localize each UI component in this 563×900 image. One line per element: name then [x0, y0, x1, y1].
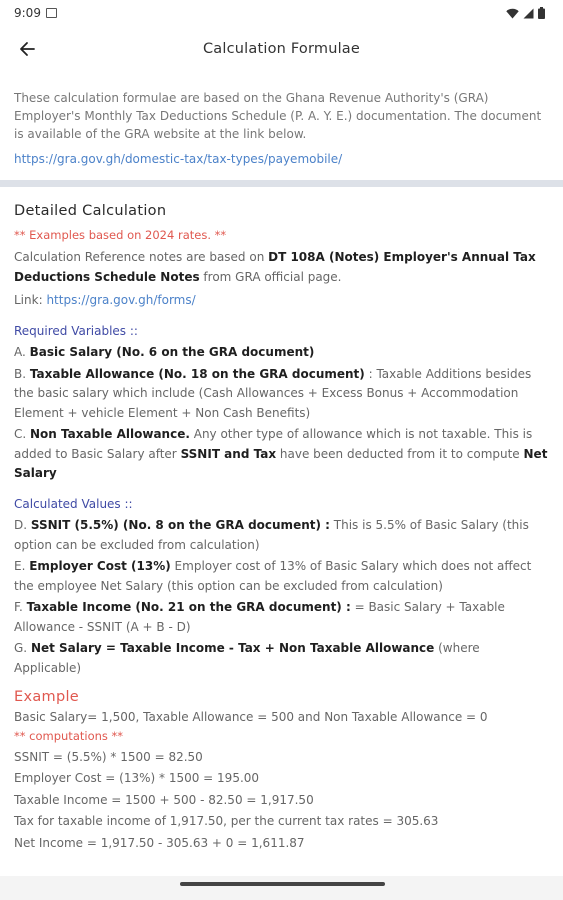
- calculated-item-e: [14, 557, 549, 596]
- item-letter: A.: [14, 345, 30, 359]
- item-letter: F.: [14, 600, 27, 614]
- computation-line: Employer Cost = (13%) * 1500 = 195.00: [14, 771, 260, 785]
- intro-text: These calculation formulae are based on the Ghana Revenue Authority's (GRA) Employer's Monthly Tax Deductions Schedule (P. A. Y. E.) documentation. The document is available of the GRA website at the link below.: [14, 91, 542, 141]
- non-taxable-desc-2: have been deducted from it to compute: [276, 446, 524, 461]
- calculated-item-d: [14, 516, 549, 555]
- app-bar: [0, 26, 563, 72]
- page-title: Calculation Formulae: [202, 41, 361, 57]
- ssnit-and-tax-label: SSNIT and Tax: [180, 446, 277, 461]
- item-letter: E.: [14, 559, 30, 573]
- non-taxable-desc-1: Any other type of allowance which is not taxable. This is added to Basic Salary after: [14, 427, 533, 461]
- back-button[interactable]: [14, 36, 40, 62]
- intro-section: [0, 72, 563, 168]
- required-item-c: [14, 425, 549, 484]
- gra-forms-link[interactable]: https://gra.gov.gh/forms/: [46, 293, 196, 307]
- detailed-calculation-heading: Detailed Calculation: [14, 203, 167, 219]
- ssnit-desc: This is 5.5% of Basic Salary (this option can be excluded from calculation): [14, 518, 529, 552]
- calculated-item-g: [14, 639, 549, 678]
- net-salary-formula: Net Salary = Taxable Income - Tax + Non Taxable Allowance: [30, 641, 435, 655]
- section-divider: [0, 180, 563, 187]
- computation-line: Tax for taxable income of 1,917.50, per the current tax rates = 305.63: [14, 814, 439, 828]
- item-letter: G.: [14, 641, 31, 655]
- employer-cost-desc: Employer cost of 13% of Basic Salary which does not affect the employee Net Salary (this option can be excluded from calculation): [14, 559, 532, 593]
- item-letter: D.: [14, 518, 31, 532]
- required-item-b: [14, 365, 549, 424]
- rates-note: ** Examples based on 2024 rates. **: [14, 227, 227, 242]
- forms-link-line: [14, 291, 549, 311]
- status-bar: [0, 0, 563, 26]
- item-letter: C.: [14, 427, 31, 441]
- taxable-allowance-label: Taxable Allowance (No. 18 on the GRA document): [29, 366, 365, 381]
- required-item-a: [14, 343, 549, 363]
- battery-icon: [538, 7, 545, 19]
- status-left: [14, 6, 57, 20]
- computation-line: Net Income = 1,917.50 - 305.63 + 0 = 1,611.87: [14, 835, 305, 850]
- example-inputs: Basic Salary= 1,500, Taxable Allowance = 500 and Non Taxable Allowance = 0: [14, 709, 488, 724]
- reference-document: DT 108A (Notes) Employer's Annual Tax Deductions Schedule Notes: [14, 250, 536, 284]
- ssnit-label: SSNIT (5.5%) (No. 8 on the GRA document) :: [30, 518, 330, 532]
- item-letter: B.: [14, 366, 30, 381]
- screenshot-notification-icon: [46, 8, 57, 18]
- link-label: Link:: [14, 293, 47, 307]
- status-time: 9:09: [14, 6, 41, 20]
- net-salary-label: Net Salary: [14, 446, 548, 480]
- arrow-back-icon: [19, 41, 35, 57]
- reference-prefix: Calculation Reference notes are based on: [14, 250, 269, 264]
- navigation-bar: [0, 876, 563, 900]
- home-gesture-handle[interactable]: [180, 882, 385, 886]
- computations-note: ** computations **: [14, 729, 124, 743]
- wifi-icon: [506, 8, 519, 19]
- signal-icon: [523, 8, 534, 19]
- basic-salary-label: Basic Salary (No. 6 on the GRA document): [29, 345, 315, 359]
- computation-line: Taxable Income = 1500 + 500 - 82.50 = 1,917.50: [14, 792, 314, 807]
- non-taxable-allowance-label: Non Taxable Allowance.: [30, 427, 190, 441]
- required-variables-heading: Required Variables ::: [14, 323, 138, 338]
- taxable-income-desc: = Basic Salary + Taxable Allowance - SSNIT (A + B - D): [14, 600, 505, 634]
- reference-suffix: from GRA official page.: [199, 269, 342, 284]
- calculated-values-heading: Calculated Values ::: [14, 496, 133, 511]
- taxable-income-label: Taxable Income (No. 21 on the GRA document) :: [26, 600, 351, 614]
- status-right: [506, 7, 545, 19]
- employer-cost-label: Employer Cost (13%): [29, 559, 171, 573]
- example-heading: Example: [14, 689, 80, 705]
- detailed-calculation-section: [0, 187, 563, 854]
- calculated-item-f: [14, 598, 549, 637]
- computation-line: SSNIT = (5.5%) * 1500 = 82.50: [14, 749, 203, 764]
- net-salary-note: (where Applicable): [14, 641, 480, 675]
- gra-paye-link[interactable]: https://gra.gov.gh/domestic-tax/tax-types/payemobile/: [14, 152, 343, 166]
- taxable-allowance-desc: : Taxable Additions besides the basic salary which include (Cash Allowances + Excess Bonus + Accommodation Element + vehicle Element + Non Cash Benefits): [14, 366, 532, 420]
- reference-note: [14, 248, 549, 287]
